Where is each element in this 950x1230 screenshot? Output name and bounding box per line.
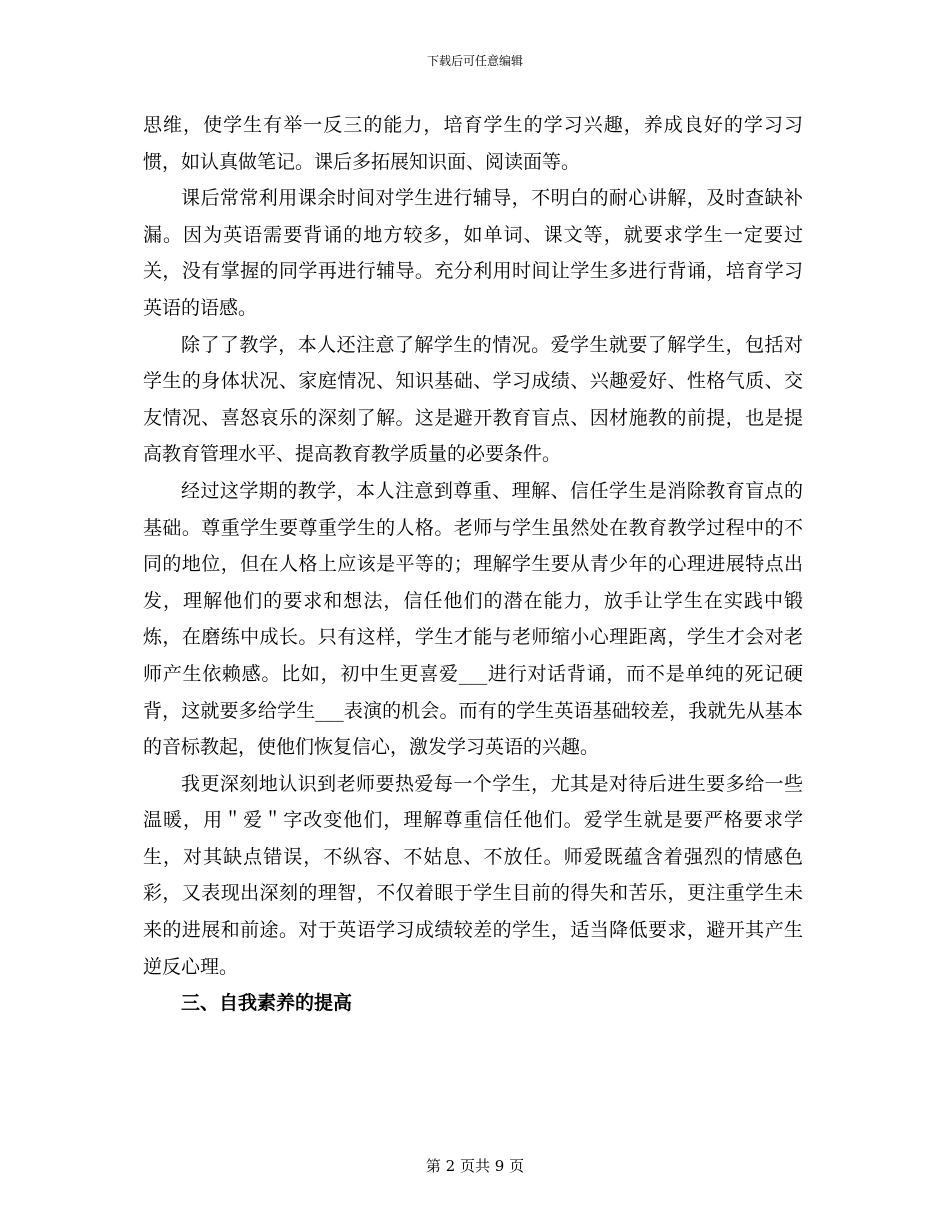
page-header: 下载后可任意编辑 [426,54,523,68]
document-body [143,107,803,1022]
paragraph-continued: 思维，使学生有举一反三的能力，培育学生的学习兴趣，养成良好的学习习惯，如认真做笔记。课后多拓展知识面、阅读面等。 [143,114,803,173]
paragraph-love-students: 我更深刻地认识到老师要热爱每一个学生，尤其是对待后进生要多给一些温暖，用＂爱＂字改变他们，理解尊重信任他们。爱学生就是要严格要求学生，对其缺点错误，不纵容、不姑息、不放任。师爱既蕴含着强烈的情感色彩，又表现出深刻的理智，不仅着眼于学生目前的得失和苦乐，更注重学生未来的进展和前途。对于英语学习成绩较差的学生，适当降低要求，避开其产生逆反心理。 [143,772,803,978]
paragraph-tutoring: 课后常常利用课余时间对学生进行辅导，不明白的耐心讲解，及时查缺补漏。因为英语需要背诵的地方较多，如单词、课文等，就要求学生一定要过关，没有掌握的同学再进行辅导。充分利用时间让学生多进行背诵，培育学习英语的语感。 [143,187,803,319]
section-heading: 三、自我素养的提高 [181,992,353,1015]
page-footer: 第 2 页共 9 页 [425,1157,525,1175]
paragraph-understanding-students: 除了了教学，本人还注意了解学生的情况。爱学生就要了解学生，包括对学生的身体状况、家庭情况、知识基础、学习成绩、兴趣爱好、性格气质、交友情况、喜怒哀乐的深刻了解。这是避开教育盲点、因材施教的前提，也是提高教育管理水平、提高教育教学质量的必要条件。 [143,333,803,466]
paragraph-respect-students: 经过这学期的教学，本人注意到尊重、理解、信任学生是消除教育盲点的基础。尊重学生要尊重学生的人格。老师与学生虽然处在教育教学过程中的不同的地位，但在人格上应该是平等的；理解学生要从青少年的心理进展特点出发，理解他们的要求和想法，信任他们的潜在能力，放手让学生在实践中锻炼，在磨练中成长。只有这样，学生才能与老师缩小心理距离，学生才会对老师产生依赖感。比如，初中生更喜爱___进行对话背诵，而不是单纯的死记硬背，这就要多给学生___表演的机会。而有的学生英语基础较差，我就先从基本的音标教起，使他们恢复信心，激发学习英语的兴趣。 [143,479,803,759]
